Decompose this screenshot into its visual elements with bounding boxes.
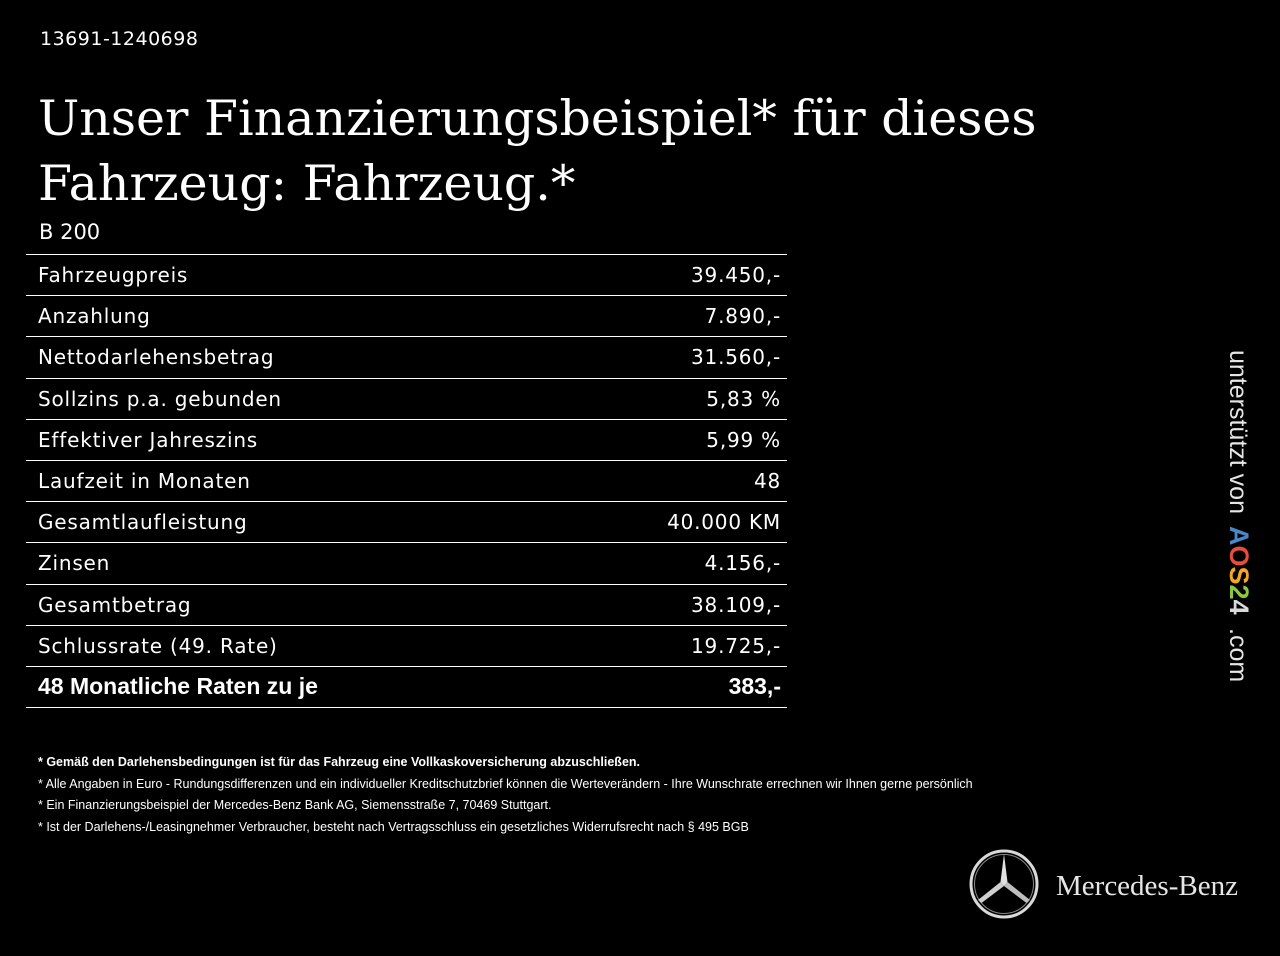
page-title: Unser Finanzierungsbeispiel* für dieses Fahrzeug: Fahrzeug.*: [38, 90, 1037, 212]
row-value: 4.156,-: [553, 543, 787, 584]
footnote: * Alle Angaben in Euro - Rundungsdifferenzen und ein individueller Kreditschutzbrief können die Werteverändern - Ihre Wunschrate errechnen wir Ihnen gerne persönlich: [38, 776, 973, 791]
mercedes-star-icon: [968, 848, 1040, 920]
table-row: [26, 419, 787, 460]
table-row: [26, 378, 787, 419]
row-value: 19.725,-: [553, 625, 787, 666]
sponsor-brand-letter: 4: [1224, 599, 1254, 615]
row-label: Zinsen: [26, 543, 553, 584]
table-row: [26, 296, 787, 337]
row-value: 5,99 %: [553, 419, 787, 460]
sponsor-brand-letter: A: [1224, 526, 1254, 546]
row-label: Nettodarlehensbetrag: [26, 337, 553, 378]
row-value: 39.450,-: [553, 255, 787, 296]
row-label: Laufzeit in Monaten: [26, 460, 553, 501]
sponsor-badge: [1218, 350, 1254, 700]
row-label: Effektiver Jahreszins: [26, 419, 553, 460]
footnote: * Ein Finanzierungsbeispiel der Mercedes-Benz Bank AG, Siemensstraße 7, 70469 Stuttgart.: [38, 798, 552, 812]
row-label: Gesamtbetrag: [26, 584, 553, 625]
table-row: [26, 625, 787, 666]
table-row: [26, 543, 787, 584]
row-label: Gesamtlaufleistung: [26, 502, 553, 543]
footnotes: [38, 752, 973, 838]
sponsor-brand: [1224, 526, 1254, 615]
row-value: 40.000 KM: [553, 502, 787, 543]
footnote: * Ist der Darlehens-/Leasingnehmer Verbraucher, besteht nach Vertragsschluss ein gesetzliches Widerrufsrecht nach § 495 BGB: [38, 819, 749, 834]
row-value: 31.560,-: [553, 337, 787, 378]
sponsor-suffix-text: .com: [1224, 628, 1252, 683]
table-row: [26, 337, 787, 378]
row-label: Schlussrate (49. Rate): [26, 625, 553, 666]
table-row: [26, 584, 787, 625]
row-label: Anzahlung: [26, 296, 553, 337]
table-row: [26, 502, 787, 543]
sponsor-brand-letter: O: [1224, 545, 1254, 567]
table-row: [26, 255, 787, 296]
sponsor-prefix-text: unterstützt von: [1224, 350, 1252, 514]
brand-wordmark: Mercedes-Benz: [1056, 870, 1238, 902]
row-label: Fahrzeugpreis: [26, 255, 553, 296]
sponsor-prefix: [1224, 350, 1252, 514]
footnote: * Gemäß den Darlehensbedingungen ist für das Fahrzeug eine Vollkaskoversicherung abzuschließen.: [38, 755, 641, 769]
total-value: 383,-: [553, 666, 787, 707]
sponsor-brand-letter: 2: [1224, 584, 1254, 600]
table-row: [26, 460, 787, 501]
model-name: B 200: [39, 220, 101, 244]
row-value: 7.890,-: [553, 296, 787, 337]
reference-id: 13691-1240698: [40, 28, 199, 50]
row-value: 5,83 %: [553, 378, 787, 419]
finance-table: [26, 254, 787, 708]
sponsor-brand-letter: S: [1224, 566, 1254, 585]
row-value: 38.109,-: [553, 584, 787, 625]
total-row: [26, 666, 787, 707]
total-label: 48 Monatliche Raten zu je: [26, 666, 553, 707]
sponsor-suffix: [1224, 628, 1252, 682]
row-label: Sollzins p.a. gebunden: [26, 378, 553, 419]
row-value: 48: [553, 460, 787, 501]
